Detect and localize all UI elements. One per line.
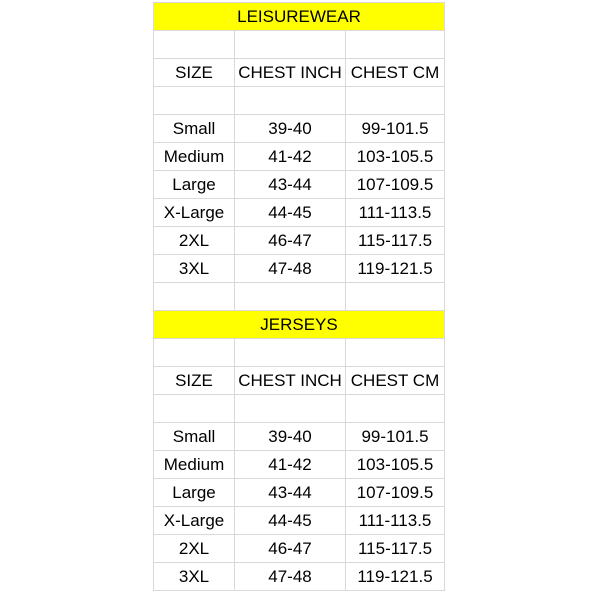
chest-inch-cell: 46-47 (235, 227, 346, 255)
size-cell: Small (154, 115, 235, 143)
table-row (154, 199, 445, 227)
size-cell: 3XL (154, 255, 235, 283)
chest-cm-cell: 99-101.5 (346, 115, 445, 143)
chest-inch-cell: 39-40 (235, 423, 346, 451)
table-row (154, 507, 445, 535)
chest-inch-cell: 47-48 (235, 255, 346, 283)
size-cell: X-Large (154, 507, 235, 535)
empty-cell (154, 283, 235, 311)
table-row (154, 563, 445, 591)
chest-inch-cell: 44-45 (235, 199, 346, 227)
empty-cell (235, 283, 346, 311)
empty-cell (235, 87, 346, 115)
spacer-row (154, 87, 445, 115)
size-cell: Medium (154, 143, 235, 171)
section-title-jerseys: JERSEYS (154, 311, 445, 339)
chest-cm-cell: 107-109.5 (346, 479, 445, 507)
size-cell: 2XL (154, 535, 235, 563)
empty-cell (346, 31, 445, 59)
column-header-chest-cm: CHEST CM (346, 367, 445, 395)
column-header-chest-cm: CHEST CM (346, 59, 445, 87)
empty-cell (235, 339, 346, 367)
chest-cm-cell: 115-117.5 (346, 227, 445, 255)
table-row (154, 115, 445, 143)
chest-inch-cell: 41-42 (235, 451, 346, 479)
chest-inch-cell: 39-40 (235, 115, 346, 143)
table-row (154, 535, 445, 563)
chest-inch-cell: 44-45 (235, 507, 346, 535)
chest-inch-cell: 41-42 (235, 143, 346, 171)
spacer-row (154, 283, 445, 311)
table-row (154, 479, 445, 507)
size-cell: 3XL (154, 563, 235, 591)
table-row (154, 227, 445, 255)
chest-inch-cell: 43-44 (235, 479, 346, 507)
chest-cm-cell: 107-109.5 (346, 171, 445, 199)
chest-cm-cell: 115-117.5 (346, 535, 445, 563)
size-cell: 2XL (154, 227, 235, 255)
empty-cell (346, 87, 445, 115)
section-title-row (154, 3, 445, 31)
column-header-chest-inch: CHEST INCH (235, 367, 346, 395)
section-title-row (154, 311, 445, 339)
empty-cell (346, 339, 445, 367)
empty-cell (346, 283, 445, 311)
empty-cell (154, 395, 235, 423)
table-row (154, 255, 445, 283)
column-header-size: SIZE (154, 59, 235, 87)
chest-cm-cell: 103-105.5 (346, 451, 445, 479)
table-row (154, 143, 445, 171)
chest-inch-cell: 43-44 (235, 171, 346, 199)
empty-cell (235, 31, 346, 59)
table-row (154, 171, 445, 199)
chest-cm-cell: 119-121.5 (346, 255, 445, 283)
column-header-size: SIZE (154, 367, 235, 395)
empty-cell (154, 339, 235, 367)
size-cell: X-Large (154, 199, 235, 227)
chest-cm-cell: 103-105.5 (346, 143, 445, 171)
empty-cell (235, 395, 346, 423)
empty-cell (346, 395, 445, 423)
size-chart-sheet (153, 2, 444, 591)
size-chart-table (153, 2, 445, 591)
empty-cell (154, 87, 235, 115)
spacer-row (154, 395, 445, 423)
chest-cm-cell: 111-113.5 (346, 507, 445, 535)
column-header-chest-inch: CHEST INCH (235, 59, 346, 87)
empty-cell (154, 31, 235, 59)
chest-inch-cell: 47-48 (235, 563, 346, 591)
chest-cm-cell: 119-121.5 (346, 563, 445, 591)
chest-cm-cell: 111-113.5 (346, 199, 445, 227)
section-title-leisurewear: LEISUREWEAR (154, 3, 445, 31)
spacer-row (154, 31, 445, 59)
table-row (154, 451, 445, 479)
header-row (154, 367, 445, 395)
chest-inch-cell: 46-47 (235, 535, 346, 563)
size-cell: Medium (154, 451, 235, 479)
spacer-row (154, 339, 445, 367)
table-row (154, 423, 445, 451)
size-cell: Large (154, 479, 235, 507)
size-cell: Large (154, 171, 235, 199)
chest-cm-cell: 99-101.5 (346, 423, 445, 451)
header-row (154, 59, 445, 87)
size-cell: Small (154, 423, 235, 451)
